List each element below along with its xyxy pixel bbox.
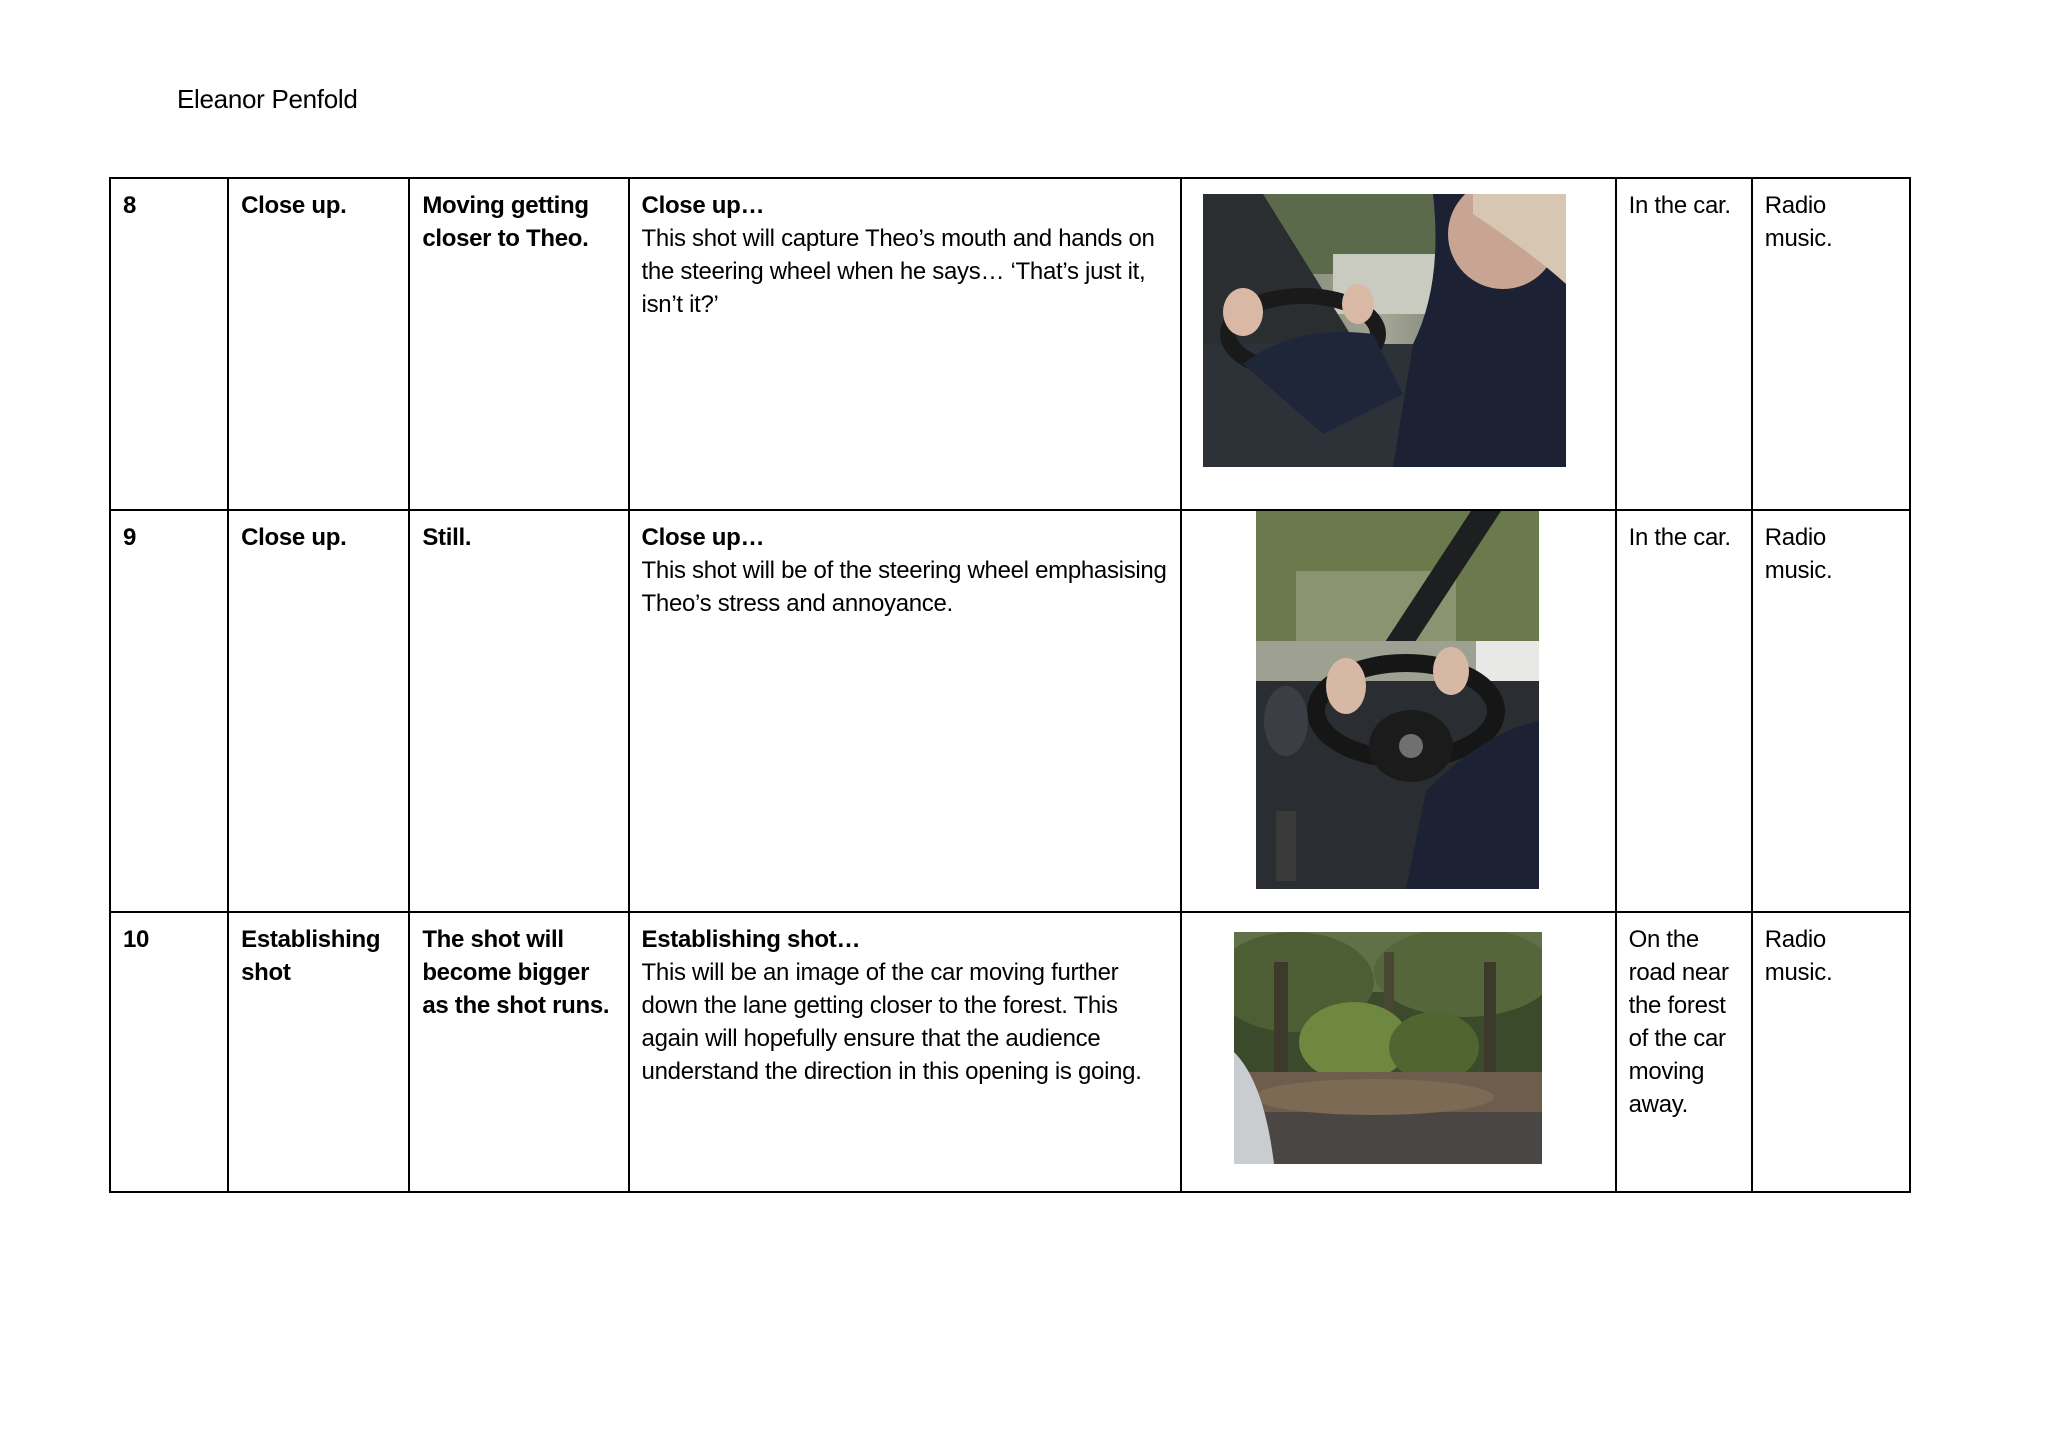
shot-sound: Radio music. bbox=[1752, 510, 1910, 912]
camera-movement: Still. bbox=[409, 510, 628, 912]
steering-wheel-closeup-photo bbox=[1256, 511, 1539, 889]
description-title: Establishing shot… bbox=[641, 926, 861, 953]
storyboard-row bbox=[110, 912, 1910, 1192]
shot-image-cell bbox=[1181, 912, 1615, 1192]
shot-description bbox=[629, 912, 1182, 1192]
shot-type: Close up. bbox=[228, 510, 409, 912]
shot-location: In the car. bbox=[1616, 510, 1752, 912]
storyboard-table bbox=[109, 177, 1911, 1193]
shot-location: In the car. bbox=[1616, 178, 1752, 510]
shot-image-cell bbox=[1181, 510, 1615, 912]
author-name: Eleanor Penfold bbox=[177, 84, 358, 114]
driver-hands-on-steering-wheel-photo bbox=[1203, 194, 1566, 467]
description-title: Close up… bbox=[641, 524, 765, 551]
description-body: This shot will capture Theo’s mouth and hands on the steering wheel when he says… ‘That’s just it, isn’t it?’ bbox=[641, 225, 1155, 318]
shot-number: 9 bbox=[110, 510, 228, 912]
shot-image-cell bbox=[1181, 178, 1615, 510]
description-body: This shot will be of the steering wheel emphasising Theo’s stress and annoyance. bbox=[641, 557, 1167, 617]
description-title: Close up… bbox=[641, 192, 765, 219]
forest-lane-photo bbox=[1234, 932, 1542, 1164]
shot-description bbox=[629, 178, 1182, 510]
shot-location: On the road near the forest of the car moving away. bbox=[1616, 912, 1752, 1192]
shot-sound: Radio music. bbox=[1752, 178, 1910, 510]
camera-movement: Moving getting closer to Theo. bbox=[409, 178, 628, 510]
storyboard-row bbox=[110, 178, 1910, 510]
shot-number: 10 bbox=[110, 912, 228, 1192]
shot-sound: Radio music. bbox=[1752, 912, 1910, 1192]
description-body: This will be an image of the car moving further down the lane getting closer to the forest. This again will hopefully ensure that the audience understand the direction in this opening is going. bbox=[641, 959, 1142, 1085]
shot-type: Close up. bbox=[228, 178, 409, 510]
shot-number: 8 bbox=[110, 178, 228, 510]
camera-movement: The shot will become bigger as the shot runs. bbox=[409, 912, 628, 1192]
shot-type: Establishing shot bbox=[228, 912, 409, 1192]
storyboard-row bbox=[110, 510, 1910, 912]
shot-description bbox=[629, 510, 1182, 912]
